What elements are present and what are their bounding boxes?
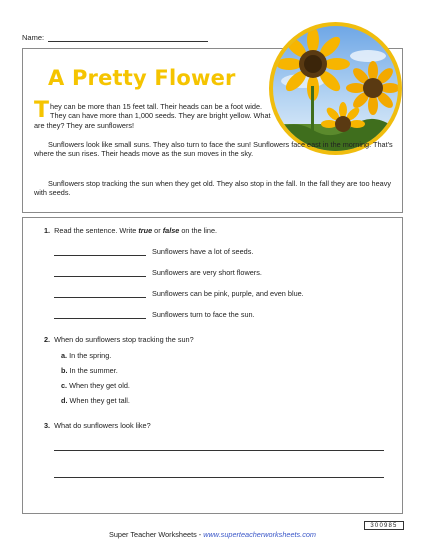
footer-url-link[interactable]: www.superteacherworksheets.com [203,530,316,539]
option-a-text: In the spring. [69,351,112,360]
sunflower-image [273,26,398,151]
question-1-text-a: Read the sentence. Write [54,226,139,235]
option-c[interactable] [61,381,130,390]
paragraph-1-text: hey can be more than 15 feet tall. Their heads can be a foot wide. They can have more than 1,000 seeds. They are bright yellow. What are they? They are sunflowers! [34,102,271,130]
tf-statement-3: Sunflowers can be pink, purple, and even blue. [152,289,304,298]
option-d[interactable] [61,396,130,405]
question-3-text: What do sunflowers look like? [54,421,151,430]
passage-paragraph-1 [34,98,274,130]
option-a[interactable] [61,351,111,360]
worksheet-code: 300985 [364,521,404,530]
question-1 [44,226,217,235]
option-b[interactable] [61,366,118,375]
tf-statement-4: Sunflowers turn to face the sun. [152,310,255,319]
option-d-text: When they get tall. [69,396,130,405]
answer-blank-1[interactable] [54,249,146,256]
question-1-text-c: on the line. [179,226,218,235]
passage-paragraph-2: Sunflowers look like small suns. They also turn to face the sun! Sunflowers face east in the morning. That's where the sun rises. Their heads move as the sun moves in the sky. [34,140,393,159]
question-1-text-b: or [152,226,163,235]
tf-item-3 [54,289,304,298]
answer-blank-3[interactable] [54,291,146,298]
sunflower-photo [269,22,402,155]
tf-item-4 [54,310,255,319]
option-d-letter: d. [61,396,68,405]
tf-item-1 [54,247,253,256]
drop-cap: T [34,98,50,123]
question-3-number: 3. [44,421,51,430]
option-c-letter: c. [61,381,68,390]
tf-statement-1: Sunflowers have a lot of seeds. [152,247,254,256]
option-a-letter: a. [61,351,68,360]
footer-brand: Super Teacher Worksheets [109,530,197,539]
option-b-text: In the summer. [69,366,118,375]
question-3 [44,421,151,430]
tf-statement-2: Sunflowers are very short flowers. [152,268,262,277]
question-1-number: 1. [44,226,51,235]
true-word: true [138,226,153,235]
question-2-number: 2. [44,335,51,344]
passage-title: A Pretty Flower [48,66,236,90]
answer-blank-2[interactable] [54,270,146,277]
footer-separator: - [196,530,204,539]
name-line [48,34,208,42]
answer-line-2[interactable] [54,477,384,478]
option-b-letter: b. [61,366,68,375]
answer-blank-4[interactable] [54,312,146,319]
passage-paragraph-3: Sunflowers stop tracking the sun when they get old. They also stop in the fall. In the fall they are too heavy with seeds. [34,179,392,198]
answer-line-1[interactable] [54,450,384,451]
question-2 [44,335,194,344]
name-row [22,33,208,42]
footer [0,530,425,539]
question-2-text: When do sunflowers stop tracking the sun? [54,335,194,344]
tf-item-2 [54,268,262,277]
name-label: Name: [22,33,45,42]
option-c-text: When they get old. [69,381,130,390]
false-word: false [162,226,180,235]
